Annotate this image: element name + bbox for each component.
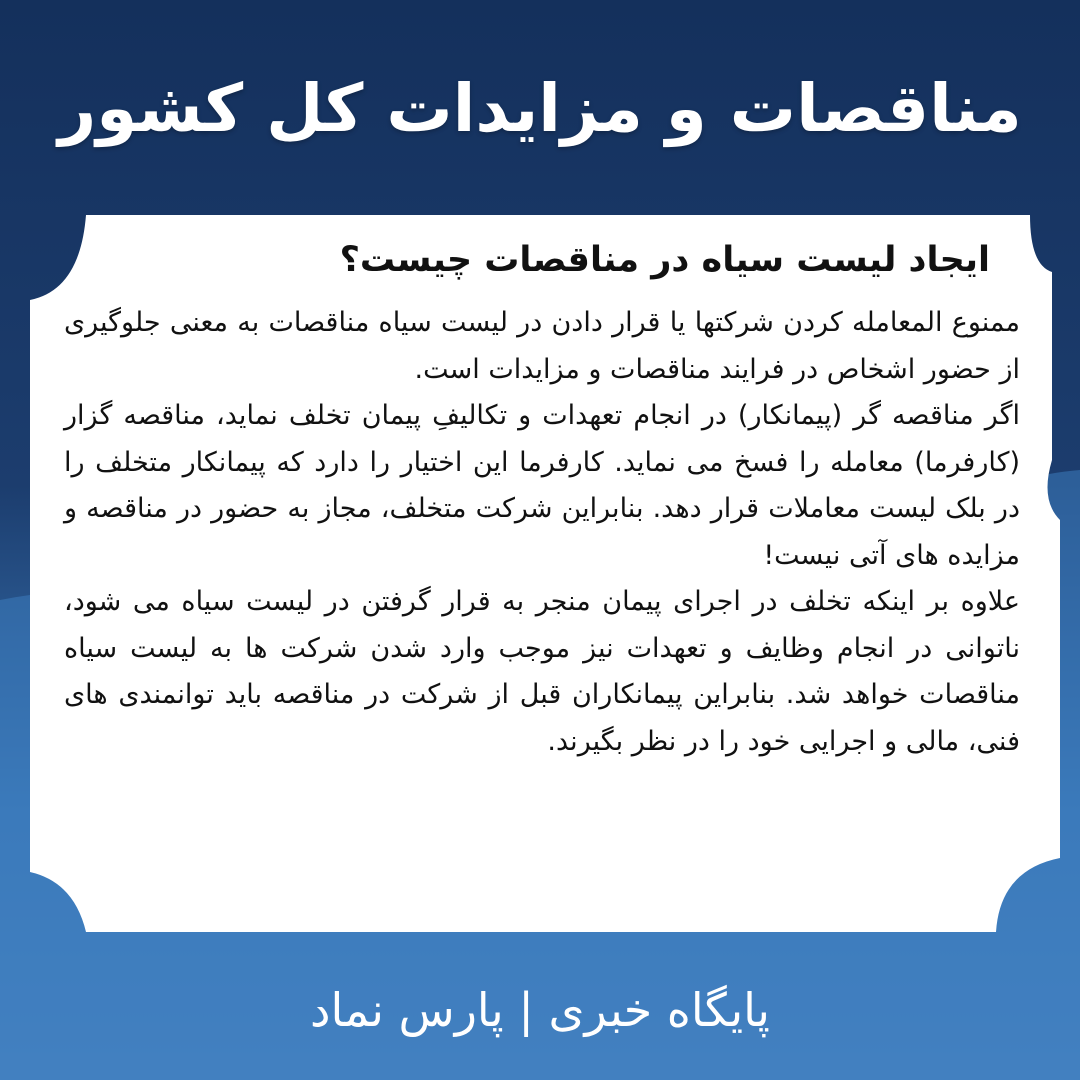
article-paragraph: علاوه بر اینکه تخلف در اجرای پیمان منجر به قرار گرفتن در لیست سیاه می شود، ناتوانی در انجام وظایف و تعهدات نیز موجب وارد شدن شرکت ها به لیست سیاه مناقصات خواهد شد. بنابراین پیمانکاران قبل از شرکت در مناقصه باید توانمندی های فنی، مالی و اجرایی خود را در نظر بگیرند. (64, 586, 1020, 757)
article (60, 232, 1020, 912)
article-paragraph: اگر مناقصه گر (پیمانکار) در انجام تعهدات و تکالیفِ پیمان تخلف نماید، مناقصه گزار (کارفرما) معامله را فسخ می نماید. کارفرما این اختیار را دارد که پیمانکار متخلف را در بلک لیست معاملات قرار دهد. بنابراین شرکت متخلف، مجاز به حضور در مناقصه و مزایده های آتی نیست! (64, 400, 1020, 571)
article-paragraph: ممنوع المعامله کردن شرکتها یا قرار دادن در لیست سیاه مناقصات به معنی جلوگیری از حضور اشخاص در فرایند مناقصات و مزایدات است. (64, 307, 1020, 385)
article-heading: ایجاد لیست سیاه در مناقصات چیست؟ (339, 240, 990, 280)
page-title: مناقصات و مزایدات کل کشور (58, 70, 1022, 147)
footer-brand: پایگاه خبری | پارس نماد (310, 983, 770, 1037)
